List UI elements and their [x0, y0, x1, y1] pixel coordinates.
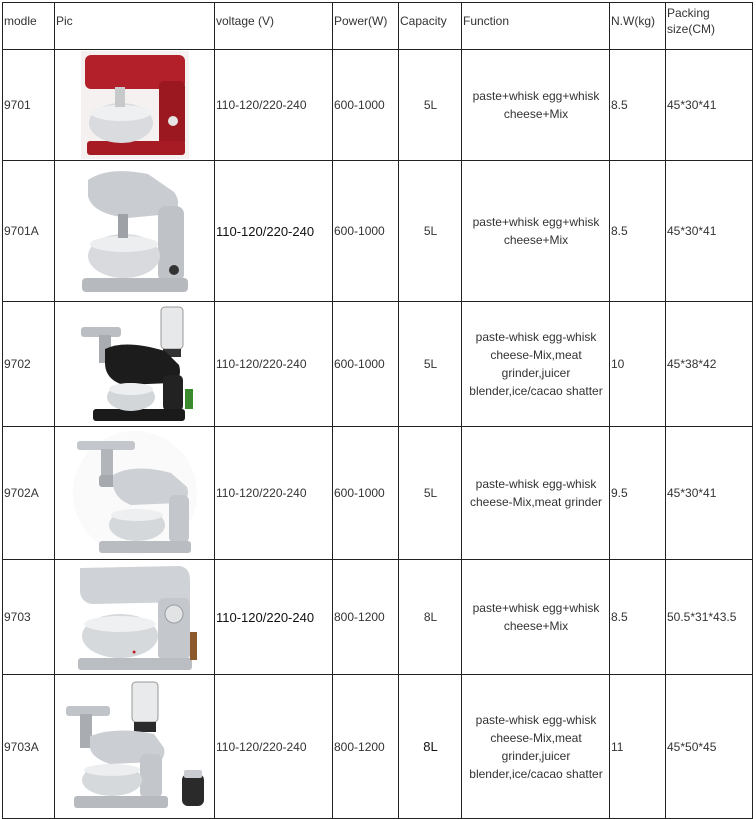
cell-nw: 9.5: [610, 427, 666, 560]
cell-function: paste+whisk egg+whisk cheese+Mix: [462, 161, 610, 302]
header-row: [3, 3, 753, 50]
header-capacity: Capacity: [399, 3, 462, 50]
silver-mixer-grinder-photo: [73, 429, 197, 557]
cell-power: 600-1000: [333, 161, 399, 302]
table-row: [3, 302, 753, 427]
cell-function: paste-whisk egg-whisk cheese-Mix,meat grinder: [462, 427, 610, 560]
cell-packing: 45*30*41: [666, 427, 753, 560]
cell-voltage: 110-120/220-240: [215, 427, 333, 560]
header-function: Function: [462, 3, 610, 50]
cell-pic: [55, 675, 215, 819]
header-voltage: voltage (V): [215, 3, 333, 50]
cell-model: 9702: [3, 302, 55, 427]
cell-function: paste-whisk egg-whisk cheese-Mix,meat grinder,juicer blender,ice/cacao shatter: [462, 302, 610, 427]
cell-pic: [55, 560, 215, 675]
black-mixer-grinder-blender-photo: [75, 305, 195, 423]
cell-power: 800-1200: [333, 560, 399, 675]
cell-capacity: 8L: [399, 675, 462, 819]
cell-nw: 8.5: [610, 161, 666, 302]
silver-large-stand-mixer-photo: [72, 562, 198, 672]
cell-pic: [55, 427, 215, 560]
cell-voltage: 110-120/220-240: [215, 302, 333, 427]
table-row: [3, 50, 753, 161]
cell-function: paste+whisk egg+whisk cheese+Mix: [462, 50, 610, 161]
cell-power: 600-1000: [333, 50, 399, 161]
cell-voltage: 110-120/220-240: [215, 675, 333, 819]
cell-pic: [55, 161, 215, 302]
cell-voltage: 110-120/220-240: [215, 161, 333, 302]
cell-function: paste+whisk egg+whisk cheese+Mix: [462, 560, 610, 675]
cell-model: 9703: [3, 560, 55, 675]
spec-table: [2, 2, 753, 819]
cell-packing: 45*30*41: [666, 161, 753, 302]
cell-function: paste-whisk egg-whisk cheese-Mix,meat grinder,juicer blender,ice/cacao shatter: [462, 675, 610, 819]
cell-model: 9702A: [3, 427, 55, 560]
cell-pic: [55, 50, 215, 161]
cell-capacity: 5L: [399, 302, 462, 427]
cell-power: 600-1000: [333, 427, 399, 560]
cell-packing: 50.5*31*43.5: [666, 560, 753, 675]
header-power: Power(W): [333, 3, 399, 50]
cell-packing: 45*50*45: [666, 675, 753, 819]
header-pic: Pic: [55, 3, 215, 50]
silver-stand-mixer-photo: [78, 166, 193, 296]
table-row: [3, 560, 753, 675]
cell-packing: 45*30*41: [666, 50, 753, 161]
cell-model: 9703A: [3, 675, 55, 819]
cell-nw: 8.5: [610, 50, 666, 161]
header-packing: [666, 3, 753, 50]
cell-capacity: 8L: [399, 560, 462, 675]
table-row: [3, 427, 753, 560]
red-stand-mixer-photo: [81, 51, 189, 159]
svg-text:●: ●: [132, 649, 137, 656]
cell-packing: 45*38*42: [666, 302, 753, 427]
header-packing-line2: size(CM): [667, 22, 715, 36]
cell-power: 600-1000: [333, 302, 399, 427]
cell-pic: [55, 302, 215, 427]
cell-capacity: 5L: [399, 50, 462, 161]
table-row: [3, 161, 753, 302]
header-model: modle: [3, 3, 55, 50]
cell-nw: 10: [610, 302, 666, 427]
header-packing-line1: Packing: [667, 6, 710, 20]
table-row: [3, 675, 753, 819]
cell-voltage: 110-120/220-240: [215, 50, 333, 161]
cell-model: 9701: [3, 50, 55, 161]
cell-capacity: 5L: [399, 161, 462, 302]
cell-model: 9701A: [3, 161, 55, 302]
silver-mixer-grinder-blender-photo: [60, 678, 210, 816]
header-nw: N.W(kg): [610, 3, 666, 50]
cell-nw: 11: [610, 675, 666, 819]
cell-voltage: 110-120/220-240: [215, 560, 333, 675]
cell-capacity: 5L: [399, 427, 462, 560]
cell-power: 800-1200: [333, 675, 399, 819]
cell-nw: 8.5: [610, 560, 666, 675]
